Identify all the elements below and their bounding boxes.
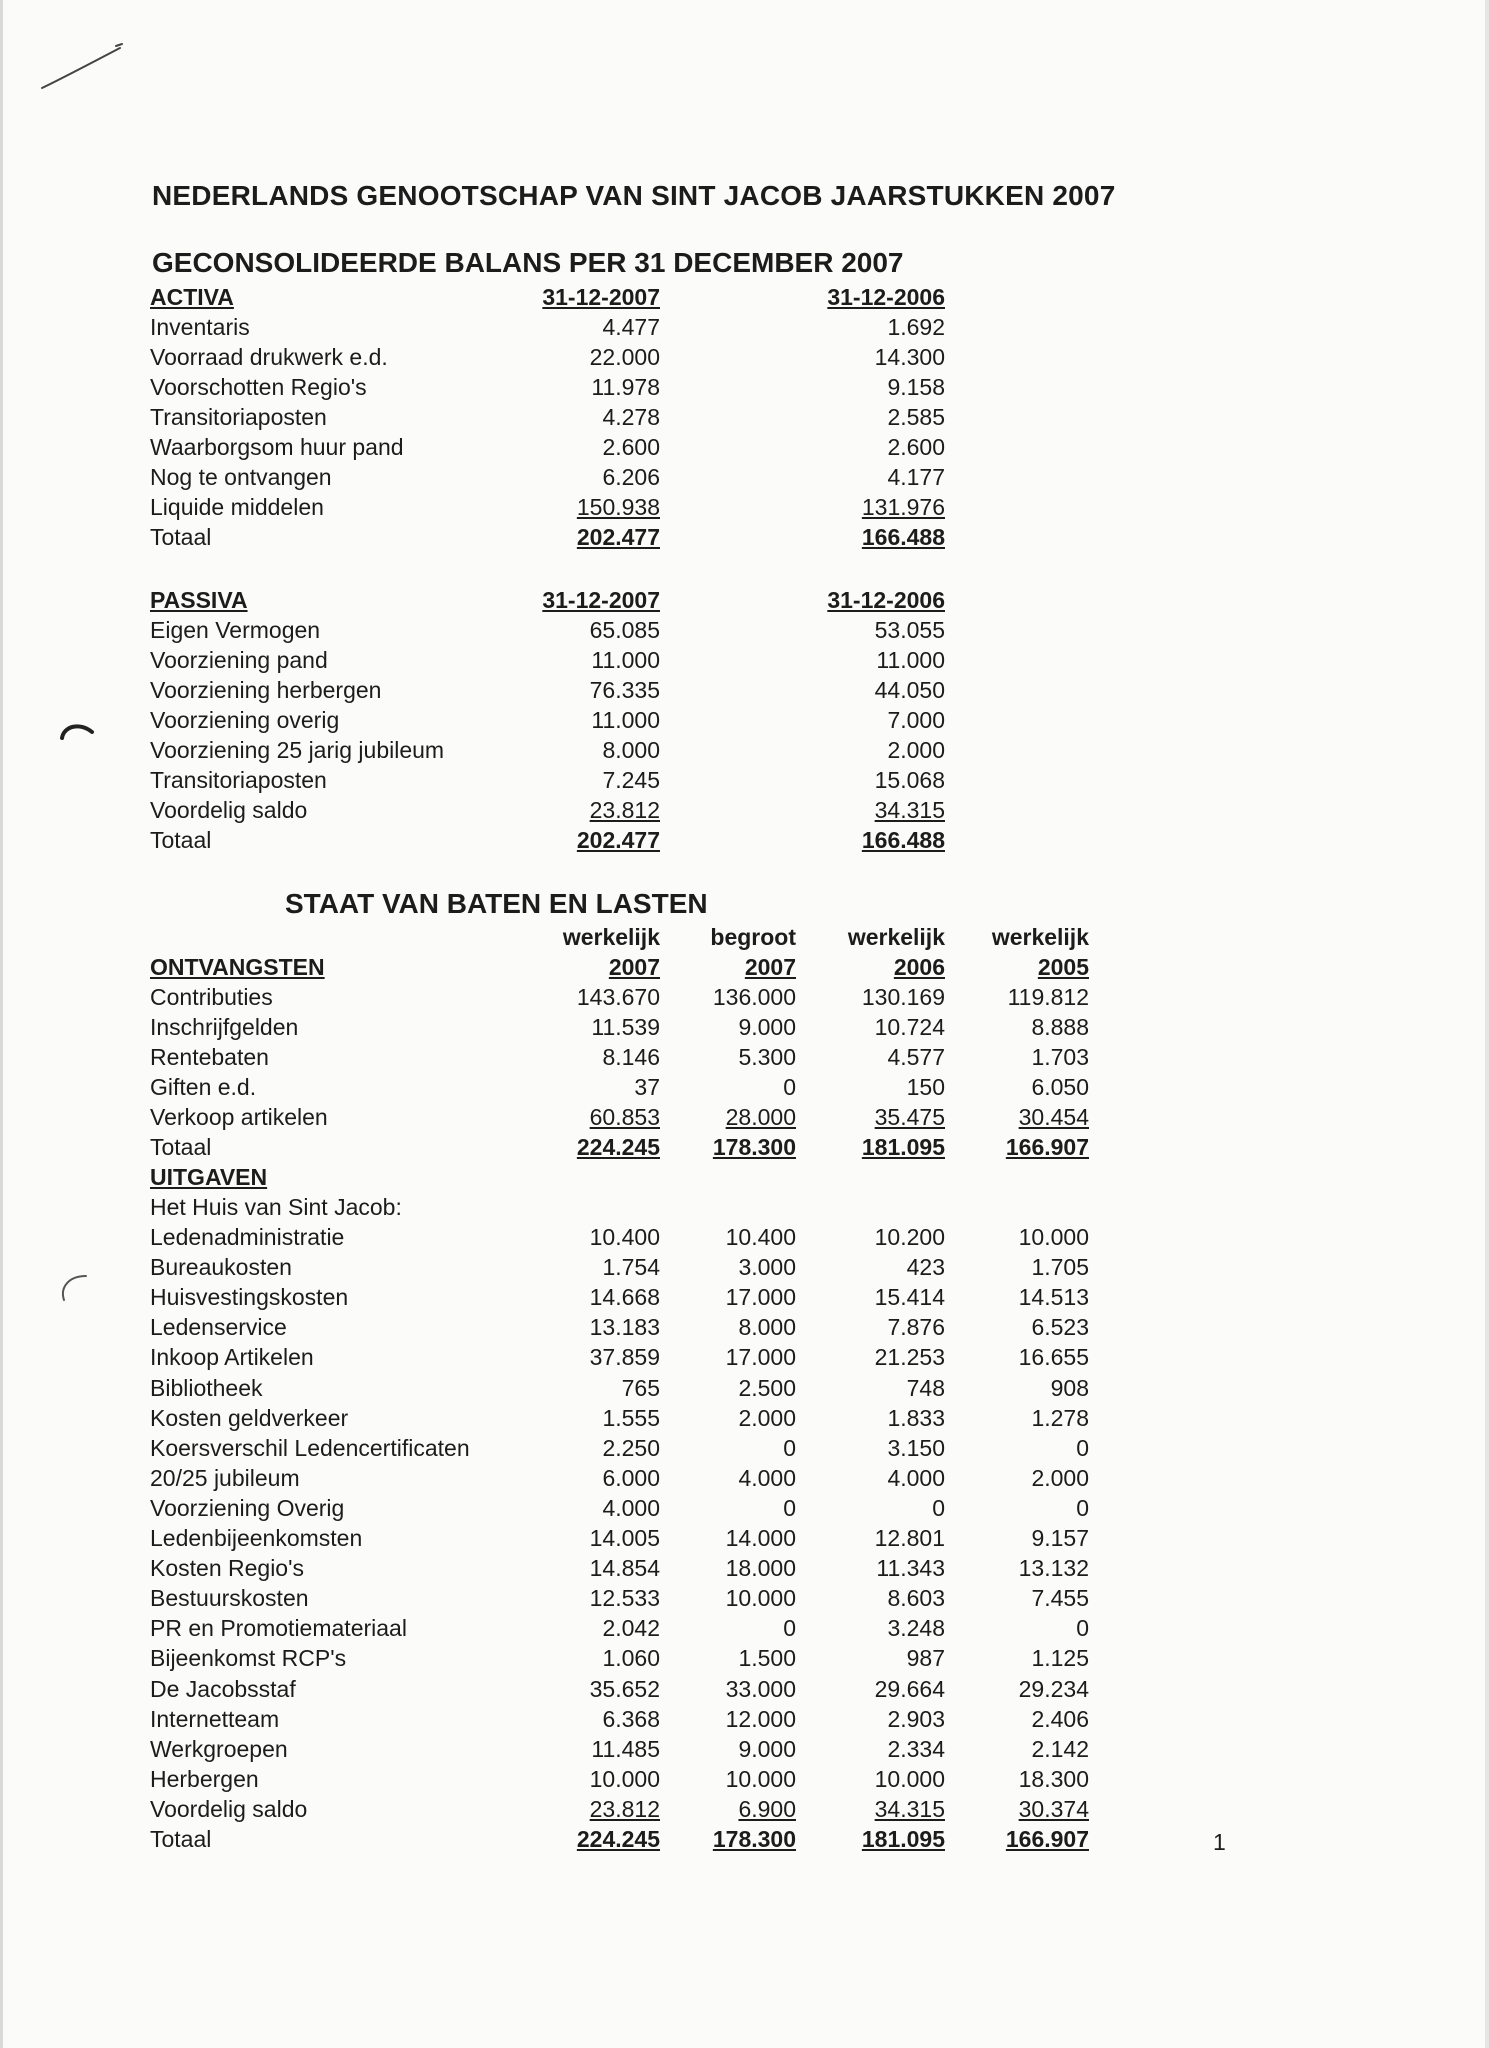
row-value: 1.833 (887, 1404, 945, 1431)
total-value: 181.095 (861, 1826, 945, 1852)
table-row (0, 1704, 1489, 1734)
row-value: 0 (932, 1494, 945, 1521)
row-label: Giften e.d. (150, 1074, 257, 1100)
table-row (0, 1674, 1489, 1704)
row-label: Voorraad drukwerk e.d. (150, 344, 388, 370)
row-value: 908 (1050, 1374, 1089, 1401)
row-label: Voordelig saldo (150, 1795, 308, 1822)
row-value: 21.253 (874, 1344, 945, 1371)
value-2006: 7.000 (887, 707, 945, 733)
column-header-2006: 31-12-2006 (827, 587, 945, 613)
column-year: 2005 (1037, 954, 1089, 980)
row-label: 20/25 jubileum (150, 1464, 300, 1491)
row-value: 5.300 (738, 1044, 796, 1070)
value-2007: 11.000 (591, 647, 660, 673)
passiva-header: PASSIVA (150, 587, 248, 613)
row-value: 0 (1076, 1494, 1089, 1521)
total-label: Totaal (150, 1826, 212, 1852)
row-value: 29.664 (874, 1675, 945, 1702)
row-value: 0 (1076, 1615, 1089, 1642)
row-value: 2.142 (1031, 1735, 1089, 1762)
value-2006: 4.177 (887, 464, 945, 490)
row-label: Herbergen (150, 1765, 259, 1792)
table-row (0, 312, 1489, 342)
row-value: 4.577 (887, 1044, 945, 1070)
row-label: Ledenadministratie (150, 1224, 345, 1250)
row-value: 4.000 (602, 1494, 660, 1521)
row-value: 0 (783, 1434, 796, 1461)
table-row (0, 1553, 1489, 1583)
row-label: Voorziening pand (150, 647, 328, 673)
table-row (0, 1312, 1489, 1342)
row-value: 119.812 (1007, 984, 1089, 1010)
row-value: 143.670 (576, 984, 660, 1010)
row-value: 12.533 (589, 1585, 660, 1612)
table-row (0, 342, 1489, 372)
row-label: Koersverschil Ledencertificaten (150, 1434, 470, 1461)
table-row (0, 372, 1489, 402)
row-label: Werkgroepen (150, 1735, 288, 1762)
row-value: 150 (906, 1074, 945, 1100)
total-label: Totaal (150, 1134, 212, 1160)
row-value: 6.368 (602, 1705, 660, 1732)
row-value: 35.652 (589, 1675, 660, 1702)
value-2007: 23.812 (589, 797, 660, 823)
row-value: 6.050 (1031, 1074, 1089, 1100)
table-row (0, 402, 1489, 432)
row-value: 18.000 (725, 1555, 796, 1582)
table-row (0, 1734, 1489, 1764)
uitgaven-subheader: Het Huis van Sint Jacob: (150, 1194, 402, 1220)
table-row (0, 615, 1489, 645)
table-row (0, 675, 1489, 705)
table-row (0, 462, 1489, 492)
row-label: Bureaukosten (150, 1254, 292, 1281)
value-2007: 65.085 (589, 617, 660, 643)
uitgaven-total-row (0, 1824, 1489, 1854)
row-value: 1.754 (602, 1254, 660, 1281)
row-value: 0 (783, 1494, 796, 1521)
row-label: Kosten geldverkeer (150, 1404, 349, 1431)
activa-header-row (0, 282, 1489, 312)
uitgaven-header: UITGAVEN (150, 1164, 268, 1190)
passiva-total-row (0, 825, 1489, 855)
row-value: 10.400 (589, 1224, 660, 1250)
row-value: 35.475 (874, 1104, 945, 1130)
value-2006: 2.000 (887, 737, 945, 763)
row-value: 6.900 (738, 1795, 796, 1822)
table-row (0, 765, 1489, 795)
row-value: 2.500 (738, 1374, 796, 1401)
column-group-label: werkelijk (562, 924, 660, 950)
value-2007: 150.938 (576, 494, 660, 520)
row-value: 34.315 (874, 1795, 945, 1822)
table-row (0, 1072, 1489, 1102)
activa-header: ACTIVA (150, 284, 234, 310)
total-label: Totaal (150, 827, 212, 853)
total-value: 166.907 (1005, 1826, 1089, 1852)
row-label: Transitoriaposten (150, 767, 327, 793)
uitgaven-subheader-row (0, 1192, 1489, 1222)
row-value: 13.132 (1018, 1555, 1089, 1582)
row-value: 2.000 (1031, 1464, 1089, 1491)
total-label: Totaal (150, 524, 212, 550)
value-2006: 15.068 (874, 767, 945, 793)
table-row (0, 735, 1489, 765)
value-2006: 44.050 (874, 677, 945, 703)
document-title: NEDERLANDS GENOOTSCHAP VAN SINT JACOB JAARSTUKKEN 2007 (152, 180, 1116, 211)
ontvangsten-header-row (0, 952, 1489, 982)
activa-total-row (0, 522, 1489, 552)
row-label: Voorziening Overig (150, 1494, 345, 1521)
row-label: Voorziening 25 jarig jubileum (150, 737, 445, 763)
row-value: 1.705 (1031, 1254, 1089, 1281)
row-value: 1.555 (602, 1404, 660, 1431)
row-value: 10.000 (874, 1765, 945, 1792)
total-value: 224.245 (576, 1826, 660, 1852)
column-group-label: begroot (710, 924, 796, 950)
total-value: 224.245 (576, 1134, 660, 1160)
row-value: 16.655 (1018, 1344, 1089, 1371)
row-value: 2.042 (602, 1615, 660, 1642)
row-value: 18.300 (1018, 1765, 1089, 1792)
table-row (0, 1342, 1489, 1372)
row-label: Nog te ontvangen (150, 464, 332, 490)
row-label: Verkoop artikelen (150, 1104, 328, 1130)
column-header-2006: 31-12-2006 (827, 284, 945, 310)
table-row (0, 1523, 1489, 1553)
table-row (0, 1613, 1489, 1643)
row-label: Inventaris (150, 314, 250, 340)
value-2007: 11.000 (591, 707, 660, 733)
row-value: 9.000 (738, 1735, 796, 1762)
row-value: 12.801 (874, 1525, 945, 1551)
row-value: 136.000 (712, 984, 796, 1010)
row-value: 6.000 (602, 1464, 660, 1491)
row-label: Voorziening herbergen (150, 677, 382, 703)
row-value: 10.000 (1018, 1224, 1089, 1250)
table-row (0, 1583, 1489, 1613)
row-label: Eigen Vermogen (150, 617, 321, 643)
row-label: Voorziening overig (150, 707, 340, 733)
total-value: 178.300 (712, 1134, 796, 1160)
table-row (0, 1012, 1489, 1042)
total-value: 181.095 (861, 1134, 945, 1160)
table-row (0, 1643, 1489, 1673)
table-row (0, 1433, 1489, 1463)
table-row (0, 1493, 1489, 1523)
row-label: Rentebaten (150, 1044, 269, 1070)
row-value: 0 (783, 1074, 796, 1100)
column-header-2007: 31-12-2007 (542, 284, 660, 310)
row-value: 7.876 (887, 1314, 945, 1341)
value-2006: 131.976 (861, 494, 945, 520)
table-row (0, 705, 1489, 735)
row-value: 37 (634, 1074, 660, 1100)
row-value: 4.000 (738, 1464, 796, 1491)
row-value: 11.343 (876, 1555, 945, 1582)
value-2007: 7.245 (602, 767, 660, 793)
row-label: Bestuurskosten (150, 1585, 309, 1612)
table-row (0, 1222, 1489, 1252)
value-2006: 11.000 (876, 647, 945, 673)
row-value: 30.374 (1018, 1795, 1089, 1822)
row-value: 13.183 (589, 1314, 660, 1341)
value-2007: 76.335 (589, 677, 660, 703)
row-label: Bijeenkomst RCP's (150, 1645, 347, 1672)
value-2007: 4.278 (602, 404, 660, 430)
row-value: 130.169 (861, 984, 945, 1010)
value-2007: 22.000 (589, 344, 660, 370)
colgroup-row (0, 922, 1489, 952)
row-value: 8.000 (738, 1314, 796, 1341)
row-value: 6.523 (1031, 1314, 1089, 1341)
ontvangsten-header: ONTVANGSTEN (150, 954, 325, 980)
column-group-label: werkelijk (847, 924, 945, 950)
table-row (0, 795, 1489, 825)
table-row (0, 1403, 1489, 1433)
row-label: Voordelig saldo (150, 797, 308, 823)
value-2006: 1.692 (887, 314, 945, 340)
staat-title: STAAT VAN BATEN EN LASTEN (285, 888, 708, 919)
row-label: Transitoriaposten (150, 404, 327, 430)
column-header-2007: 31-12-2007 (542, 587, 660, 613)
row-label: Liquide middelen (150, 494, 324, 520)
table-row (0, 1794, 1489, 1824)
row-label: Internetteam (150, 1705, 280, 1732)
table-row (0, 492, 1489, 522)
row-value: 11.485 (591, 1735, 660, 1762)
row-value: 987 (906, 1645, 945, 1672)
row-value: 33.000 (725, 1675, 796, 1702)
total-2006: 166.488 (861, 827, 945, 853)
table-row (0, 1463, 1489, 1493)
value-2007: 2.600 (602, 434, 660, 460)
row-value: 9.157 (1031, 1525, 1089, 1551)
row-value: 17.000 (725, 1284, 796, 1311)
row-label: Bibliotheek (150, 1374, 263, 1401)
row-value: 8.603 (887, 1585, 945, 1612)
row-value: 17.000 (725, 1344, 796, 1371)
row-value: 28.000 (725, 1104, 796, 1130)
row-value: 30.454 (1018, 1104, 1089, 1130)
row-value: 14.005 (589, 1525, 660, 1551)
table-row (0, 645, 1489, 675)
row-value: 10.000 (725, 1585, 796, 1612)
row-value: 8.146 (602, 1044, 660, 1070)
value-2006: 34.315 (874, 797, 945, 823)
value-2007: 6.206 (602, 464, 660, 490)
table-row (0, 1252, 1489, 1282)
row-label: De Jacobsstaf (150, 1675, 296, 1702)
row-label: Inschrijfgelden (150, 1014, 299, 1040)
row-value: 23.812 (589, 1795, 660, 1822)
row-value: 10.200 (874, 1224, 945, 1250)
total-value: 178.300 (712, 1826, 796, 1852)
row-value: 3.000 (738, 1254, 796, 1281)
row-value: 1.278 (1031, 1404, 1089, 1431)
passiva-header-row (0, 585, 1489, 615)
row-label: Voorschotten Regio's (150, 374, 367, 400)
row-value: 1.500 (738, 1645, 796, 1672)
table-row (0, 1042, 1489, 1072)
pen-stroke-icon (38, 40, 128, 100)
row-value: 748 (906, 1374, 945, 1401)
value-2007: 8.000 (602, 737, 660, 763)
row-value: 29.234 (1018, 1675, 1089, 1702)
row-label: Huisvestingskosten (150, 1284, 349, 1311)
value-2007: 11.978 (591, 374, 660, 400)
row-value: 765 (621, 1374, 660, 1401)
row-value: 14.854 (589, 1555, 660, 1582)
row-value: 3.248 (887, 1615, 945, 1642)
row-label: Ledenbijeenkomsten (150, 1525, 363, 1551)
row-value: 60.853 (589, 1104, 660, 1130)
row-value: 1.703 (1031, 1044, 1089, 1070)
row-value: 2.903 (887, 1705, 945, 1732)
row-value: 10.724 (874, 1014, 945, 1040)
row-value: 0 (783, 1615, 796, 1642)
row-value: 14.000 (725, 1525, 796, 1551)
row-value: 2.334 (887, 1735, 945, 1762)
row-value: 15.414 (874, 1284, 945, 1311)
row-value: 4.000 (887, 1464, 945, 1491)
column-year: 2007 (608, 954, 660, 980)
row-value: 14.513 (1018, 1284, 1089, 1311)
total-2007: 202.477 (576, 524, 660, 550)
row-value: 423 (906, 1254, 945, 1281)
row-value: 37.859 (589, 1344, 660, 1371)
total-2007: 202.477 (576, 827, 660, 853)
column-year: 2007 (744, 954, 796, 980)
row-value: 3.150 (887, 1434, 945, 1461)
value-2006: 53.055 (874, 617, 945, 643)
row-value: 0 (1076, 1434, 1089, 1461)
row-value: 12.000 (725, 1705, 796, 1732)
column-group-label: werkelijk (991, 924, 1089, 950)
table-row (0, 1373, 1489, 1403)
row-value: 2.000 (738, 1404, 796, 1431)
value-2007: 4.477 (602, 314, 660, 340)
row-value: 9.000 (738, 1014, 796, 1040)
row-value: 14.668 (589, 1284, 660, 1311)
table-row (0, 432, 1489, 462)
column-year: 2006 (893, 954, 945, 980)
row-value: 1.060 (602, 1645, 660, 1672)
row-value: 2.250 (602, 1434, 660, 1461)
total-2006: 166.488 (861, 524, 945, 550)
row-value: 7.455 (1031, 1585, 1089, 1612)
value-2006: 2.600 (887, 434, 945, 460)
uitgaven-header-row (0, 1162, 1489, 1192)
value-2006: 2.585 (887, 404, 945, 430)
row-value: 1.125 (1031, 1645, 1089, 1672)
table-row (0, 982, 1489, 1012)
row-value: 10.000 (589, 1765, 660, 1792)
table-row (0, 1764, 1489, 1794)
row-label: PR en Promotiemateriaal (150, 1615, 407, 1642)
page-number: 1 (1213, 1829, 1226, 1855)
row-value: 10.000 (725, 1765, 796, 1792)
row-label: Waarborgsom huur pand (150, 434, 404, 460)
row-value: 10.400 (725, 1224, 796, 1250)
ontvangsten-total-row (0, 1132, 1489, 1162)
value-2006: 14.300 (874, 344, 945, 370)
total-value: 166.907 (1005, 1134, 1089, 1160)
row-value: 8.888 (1031, 1014, 1089, 1040)
row-value: 11.539 (591, 1014, 660, 1040)
table-row (0, 1102, 1489, 1132)
value-2006: 9.158 (887, 374, 945, 400)
table-row (0, 1282, 1489, 1312)
row-label: Kosten Regio's (150, 1555, 304, 1582)
row-label: Contributies (150, 984, 273, 1010)
row-label: Ledenservice (150, 1314, 287, 1341)
balans-title: GECONSOLIDEERDE BALANS PER 31 DECEMBER 2007 (152, 247, 904, 278)
row-label: Inkoop Artikelen (150, 1344, 314, 1371)
row-value: 2.406 (1031, 1705, 1089, 1732)
